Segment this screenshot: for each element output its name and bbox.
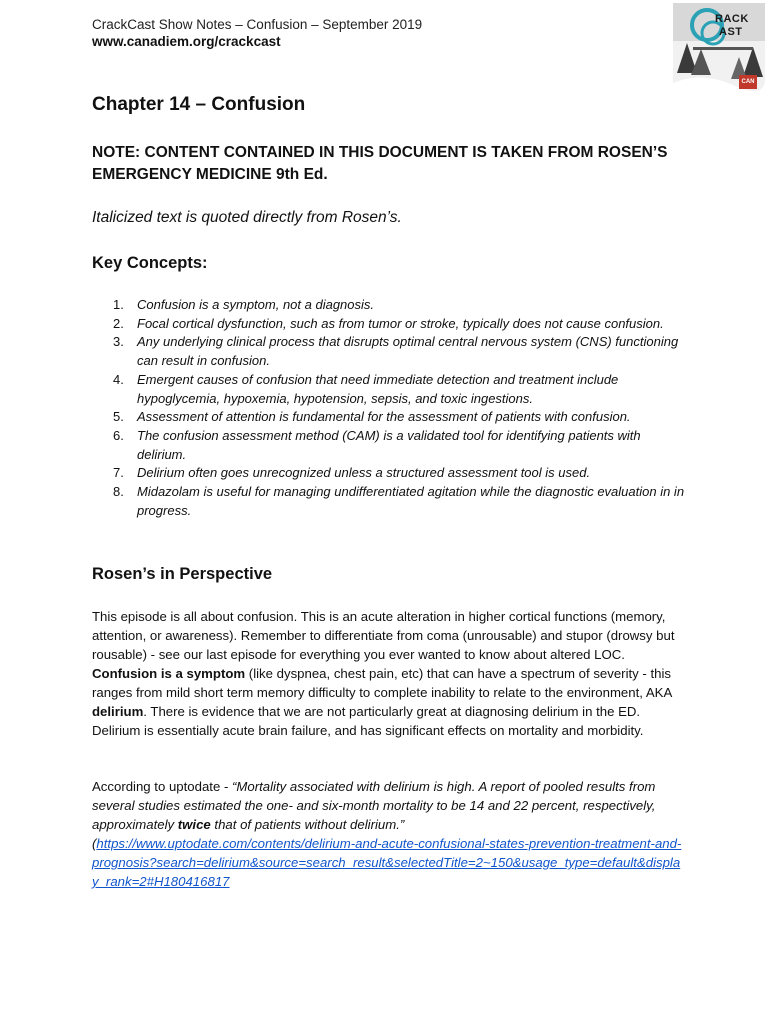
source-note: NOTE: CONTENT CONTAINED IN THIS DOCUMENT IS TAKEN FROM ROSEN’S EMERGENCY MEDICINE 9th Ed. [92,144,668,183]
key-concepts-heading: Key Concepts: [92,254,208,272]
list-item: 1. Confusion is a symptom, not a diagnosis. [113,297,375,312]
list-item: 3. Any underlying clinical process that disrupts optimal central nervous system (CNS) functioning can result in confusion. [113,334,679,369]
canadiem-badge: CAN [739,75,757,89]
list-item: 5. Assessment of attention is fundamental for the assessment of patients with confusion. [113,409,631,425]
list-item: 6. The confusion assessment method (CAM) is a validated tool for identifying patients with delirium. [113,427,641,462]
perspective-paragraph-2: According to uptodate - “Mortality associated with delirium is high. A report of pooled results from several studies estimated the one- and six-month mortality to be 14 and 22 percent, respectively, approximately twice that of patients without delirium.” (https://www.uptodate.com/contents/delirium-and-acute-confusional-states-prevention-treatment-and-prognosis?search=delirium&source=search_result&selectedTitle=2~150&usage_type=default&display_rank=2#H180416817 [92,779,682,889]
chapter-title: Chapter 14 – Confusion [92,94,306,115]
perspective-heading: Rosen’s in Perspective [92,565,273,583]
logo-text-crack: RACK [715,13,749,25]
uptodate-link[interactable]: https://www.uptodate.com/contents/delirium-and-acute-confusional-states-prevention-treatment-and-prognosis?search=delirium&source=search_result&selectedTitle=2~150&usage_type=default&display_rank=2#H180416817 [92,836,682,889]
key-concepts-list [92,296,692,520]
perspective-paragraph-1: This episode is all about confusion. This is an acute alteration in higher cortical functions (memory, attention, or awareness). Remember to differentiate from coma (unrousable) and stupor (drowsy but rousable) - see our last episode for everything you ever wanted to know about altered LOC. Confusion is a symptom (like dyspnea, chest pain, etc) that can have a spectrum of severity - this ranges from mild short term memory difficulty to complete inability to relate to the environment, AKA delirium. There is evidence that we are not particularly great at diagnosing delirium in the ED. Delirium is essentially acute brain failure, and has significant effects on mortality and morbidity. [92,609,675,738]
crackcast-logo [673,3,765,95]
header-website: www.canadiem.org/crackcast [92,34,281,49]
list-item: 7. Delirium often goes unrecognized unless a structured assessment tool is used. [113,465,591,481]
italic-note: Italicized text is quoted directly from Rosen’s. [92,209,402,226]
list-item: 4. Emergent causes of confusion that need immediate detection and treatment include hypoglycemia, hypoxemia, hypotension, sepsis, and toxic ingestions. [113,371,619,406]
header-show-notes: CrackCast Show Notes – Confusion – September 2019 [92,17,423,32]
logo-text-cast: AST [719,26,743,38]
list-item: 2. Focal cortical dysfunction, such as from tumor or stroke, typically does not cause confusion. [113,315,664,331]
list-item: 8. Midazolam is useful for managing undifferentiated agitation while the diagnostic evaluation in in progress. [113,484,685,518]
